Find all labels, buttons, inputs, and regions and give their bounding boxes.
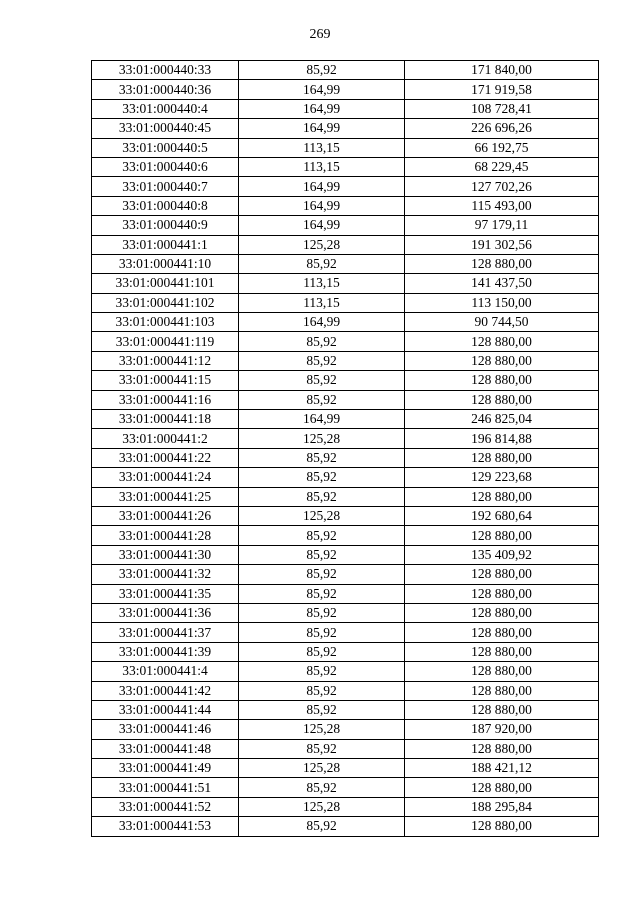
value-cell: 115 493,00 [405, 196, 599, 215]
cadastral-number-cell: 33:01:000441:101 [92, 274, 239, 293]
value-cell: 128 880,00 [405, 623, 599, 642]
value-cell: 128 880,00 [405, 603, 599, 622]
cadastral-number-cell: 33:01:000441:28 [92, 526, 239, 545]
table-row [92, 119, 599, 138]
cadastral-number-cell: 33:01:000441:48 [92, 739, 239, 758]
cadastral-number-cell: 33:01:000441:102 [92, 293, 239, 312]
table-row [92, 506, 599, 525]
area-cell: 113,15 [239, 293, 405, 312]
table-row [92, 603, 599, 622]
area-cell: 125,28 [239, 429, 405, 448]
cadastral-number-cell: 33:01:000441:24 [92, 468, 239, 487]
value-cell: 128 880,00 [405, 371, 599, 390]
area-cell: 85,92 [239, 61, 405, 80]
cadastral-number-cell: 33:01:000441:52 [92, 797, 239, 816]
area-cell: 164,99 [239, 196, 405, 215]
value-cell: 128 880,00 [405, 642, 599, 661]
area-cell: 85,92 [239, 584, 405, 603]
area-cell: 85,92 [239, 681, 405, 700]
cadastral-number-cell: 33:01:000440:7 [92, 177, 239, 196]
value-cell: 128 880,00 [405, 662, 599, 681]
area-cell: 125,28 [239, 235, 405, 254]
cadastral-number-cell: 33:01:000441:22 [92, 448, 239, 467]
value-cell: 128 880,00 [405, 448, 599, 467]
table-row [92, 99, 599, 118]
table-row [92, 739, 599, 758]
value-cell: 127 702,26 [405, 177, 599, 196]
table-row [92, 642, 599, 661]
area-cell: 164,99 [239, 80, 405, 99]
table-body [92, 61, 599, 837]
cadastral-number-cell: 33:01:000441:103 [92, 313, 239, 332]
area-cell: 164,99 [239, 99, 405, 118]
table-row [92, 410, 599, 429]
cadastral-number-cell: 33:01:000440:45 [92, 119, 239, 138]
table-row [92, 545, 599, 564]
table-row [92, 681, 599, 700]
cadastral-number-cell: 33:01:000441:53 [92, 817, 239, 836]
value-cell: 128 880,00 [405, 390, 599, 409]
value-cell: 226 696,26 [405, 119, 599, 138]
area-cell: 85,92 [239, 700, 405, 719]
cadastral-number-cell: 33:01:000441:46 [92, 720, 239, 739]
table-row [92, 371, 599, 390]
value-cell: 171 919,58 [405, 80, 599, 99]
area-cell: 113,15 [239, 274, 405, 293]
value-cell: 187 920,00 [405, 720, 599, 739]
area-cell: 85,92 [239, 817, 405, 836]
value-cell: 66 192,75 [405, 138, 599, 157]
table-row [92, 817, 599, 836]
table-row [92, 254, 599, 273]
page-number: 269 [309, 27, 331, 42]
value-cell: 128 880,00 [405, 817, 599, 836]
table-row [92, 429, 599, 448]
area-cell: 85,92 [239, 739, 405, 758]
value-cell: 129 223,68 [405, 468, 599, 487]
cadastral-number-cell: 33:01:000441:10 [92, 254, 239, 273]
area-cell: 125,28 [239, 759, 405, 778]
table-row [92, 662, 599, 681]
area-cell: 164,99 [239, 410, 405, 429]
table-row [92, 778, 599, 797]
cadastral-number-cell: 33:01:000441:1 [92, 235, 239, 254]
value-cell: 128 880,00 [405, 351, 599, 370]
value-cell: 128 880,00 [405, 526, 599, 545]
area-cell: 85,92 [239, 468, 405, 487]
cadastral-number-cell: 33:01:000441:32 [92, 565, 239, 584]
value-cell: 191 302,56 [405, 235, 599, 254]
table-row [92, 177, 599, 196]
value-cell: 188 295,84 [405, 797, 599, 816]
value-cell: 128 880,00 [405, 778, 599, 797]
cadastral-number-cell: 33:01:000440:9 [92, 216, 239, 235]
cadastral-table [91, 60, 599, 837]
table-row [92, 390, 599, 409]
table-row [92, 797, 599, 816]
cadastral-number-cell: 33:01:000441:30 [92, 545, 239, 564]
cadastral-number-cell: 33:01:000441:39 [92, 642, 239, 661]
value-cell: 90 744,50 [405, 313, 599, 332]
value-cell: 97 179,11 [405, 216, 599, 235]
area-cell: 113,15 [239, 138, 405, 157]
table-row [92, 526, 599, 545]
table-row [92, 623, 599, 642]
value-cell: 171 840,00 [405, 61, 599, 80]
table-row [92, 700, 599, 719]
table-row [92, 759, 599, 778]
cadastral-number-cell: 33:01:000440:8 [92, 196, 239, 215]
area-cell: 85,92 [239, 603, 405, 622]
area-cell: 85,92 [239, 254, 405, 273]
table-row [92, 216, 599, 235]
table-row [92, 196, 599, 215]
area-cell: 85,92 [239, 623, 405, 642]
cadastral-number-cell: 33:01:000441:18 [92, 410, 239, 429]
value-cell: 188 421,12 [405, 759, 599, 778]
table-row [92, 80, 599, 99]
value-cell: 128 880,00 [405, 332, 599, 351]
area-cell: 85,92 [239, 487, 405, 506]
value-cell: 68 229,45 [405, 157, 599, 176]
value-cell: 128 880,00 [405, 681, 599, 700]
table-row [92, 565, 599, 584]
cadastral-number-cell: 33:01:000441:42 [92, 681, 239, 700]
table-row [92, 293, 599, 312]
table-row [92, 351, 599, 370]
value-cell: 113 150,00 [405, 293, 599, 312]
cadastral-number-cell: 33:01:000440:6 [92, 157, 239, 176]
area-cell: 85,92 [239, 351, 405, 370]
area-cell: 85,92 [239, 565, 405, 584]
value-cell: 128 880,00 [405, 254, 599, 273]
cadastral-number-cell: 33:01:000440:4 [92, 99, 239, 118]
table-row [92, 487, 599, 506]
value-cell: 192 680,64 [405, 506, 599, 525]
table-row [92, 584, 599, 603]
table-row [92, 138, 599, 157]
cadastral-number-cell: 33:01:000441:49 [92, 759, 239, 778]
value-cell: 128 880,00 [405, 487, 599, 506]
area-cell: 125,28 [239, 797, 405, 816]
table-row [92, 274, 599, 293]
cadastral-number-cell: 33:01:000441:36 [92, 603, 239, 622]
cadastral-number-cell: 33:01:000440:33 [92, 61, 239, 80]
value-cell: 141 437,50 [405, 274, 599, 293]
cadastral-number-cell: 33:01:000441:37 [92, 623, 239, 642]
cadastral-number-cell: 33:01:000441:119 [92, 332, 239, 351]
value-cell: 128 880,00 [405, 584, 599, 603]
cadastral-number-cell: 33:01:000441:44 [92, 700, 239, 719]
value-cell: 128 880,00 [405, 739, 599, 758]
table-row [92, 235, 599, 254]
table-row [92, 61, 599, 80]
area-cell: 85,92 [239, 332, 405, 351]
cadastral-number-cell: 33:01:000441:26 [92, 506, 239, 525]
value-cell: 246 825,04 [405, 410, 599, 429]
table-row [92, 468, 599, 487]
area-cell: 85,92 [239, 778, 405, 797]
area-cell: 85,92 [239, 642, 405, 661]
cadastral-number-cell: 33:01:000440:36 [92, 80, 239, 99]
area-cell: 85,92 [239, 390, 405, 409]
cadastral-number-cell: 33:01:000441:4 [92, 662, 239, 681]
cadastral-number-cell: 33:01:000440:5 [92, 138, 239, 157]
area-cell: 85,92 [239, 448, 405, 467]
table-row [92, 157, 599, 176]
value-cell: 135 409,92 [405, 545, 599, 564]
table-row [92, 332, 599, 351]
area-cell: 125,28 [239, 506, 405, 525]
value-cell: 128 880,00 [405, 700, 599, 719]
cadastral-number-cell: 33:01:000441:12 [92, 351, 239, 370]
cadastral-number-cell: 33:01:000441:15 [92, 371, 239, 390]
area-cell: 85,92 [239, 545, 405, 564]
area-cell: 164,99 [239, 313, 405, 332]
value-cell: 108 728,41 [405, 99, 599, 118]
area-cell: 85,92 [239, 662, 405, 681]
area-cell: 164,99 [239, 119, 405, 138]
table-row [92, 448, 599, 467]
cadastral-number-cell: 33:01:000441:2 [92, 429, 239, 448]
area-cell: 125,28 [239, 720, 405, 739]
area-cell: 164,99 [239, 216, 405, 235]
cadastral-number-cell: 33:01:000441:16 [92, 390, 239, 409]
cadastral-number-cell: 33:01:000441:25 [92, 487, 239, 506]
area-cell: 113,15 [239, 157, 405, 176]
cadastral-number-cell: 33:01:000441:51 [92, 778, 239, 797]
table-row [92, 720, 599, 739]
area-cell: 85,92 [239, 526, 405, 545]
value-cell: 196 814,88 [405, 429, 599, 448]
table-row [92, 313, 599, 332]
area-cell: 164,99 [239, 177, 405, 196]
value-cell: 128 880,00 [405, 565, 599, 584]
cadastral-number-cell: 33:01:000441:35 [92, 584, 239, 603]
area-cell: 85,92 [239, 371, 405, 390]
